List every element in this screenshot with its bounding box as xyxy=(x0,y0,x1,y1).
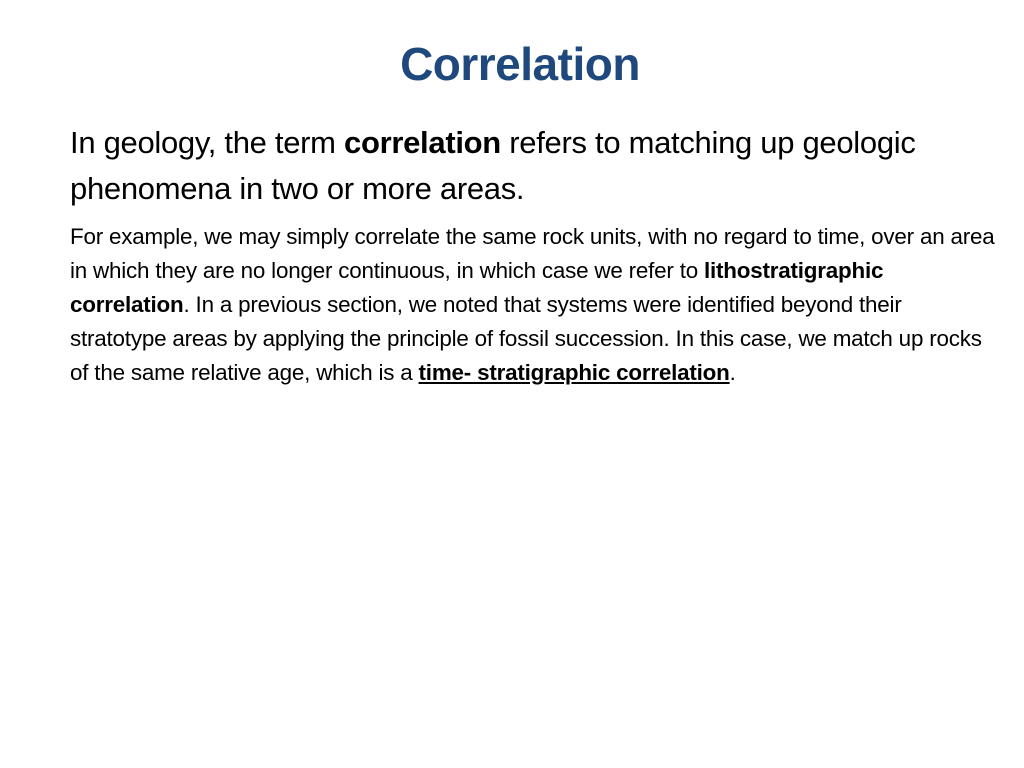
lead-paragraph xyxy=(70,120,990,212)
lead-text-after: refers to matching up geologic phenomena in two or more areas. xyxy=(70,125,916,206)
body-text-part2: . In a previous section, we noted that systems were identified beyond their stratotype areas by applying the principle of fossil succession. In this case, we match up rocks of the same relative age, which is a xyxy=(70,292,982,385)
body-text-part1: For example, we may simply correlate the same rock units, with no regard to time, over an area in which they are no longer continuous, in which case we refer to xyxy=(70,224,995,283)
time-stratigraphic-link[interactable]: time- stratigraphic correlation xyxy=(418,360,730,385)
slide-title: Correlation xyxy=(400,38,640,90)
body-paragraph xyxy=(70,220,1000,390)
lithostratigraphic-term: lithostratigraphic correlation xyxy=(70,258,884,317)
body-text-part3: . xyxy=(729,360,736,385)
lead-term-bold: correlation xyxy=(344,125,501,160)
lead-text-before: In geology, the term xyxy=(70,125,345,160)
